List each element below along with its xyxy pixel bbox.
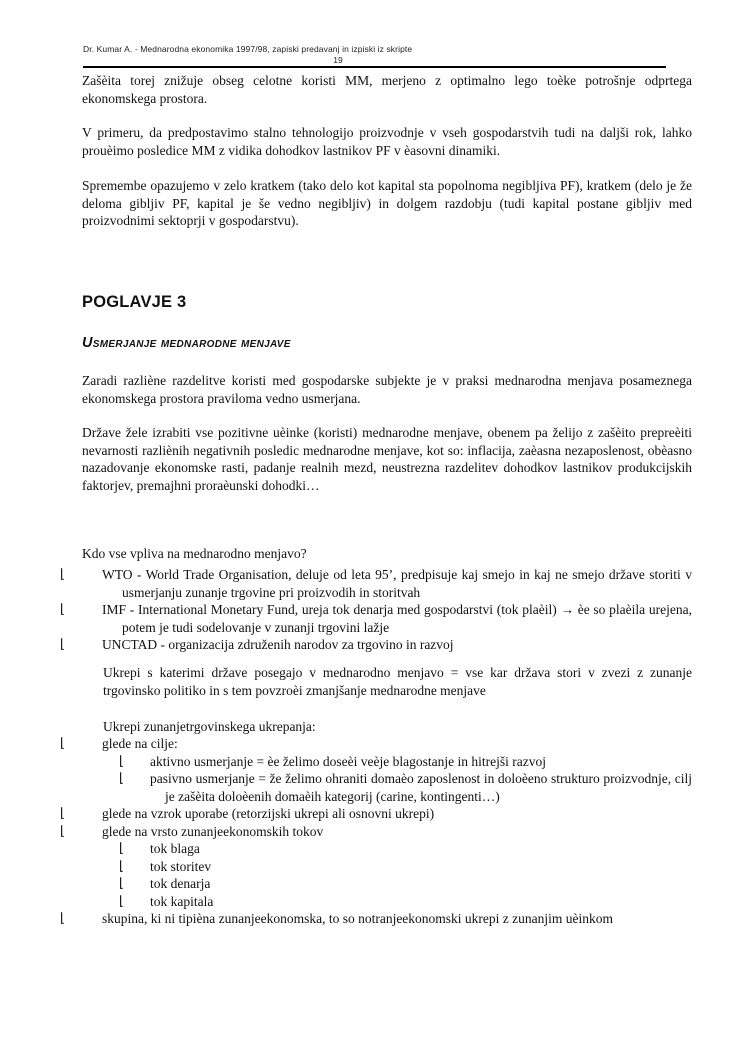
list-item-text: glede na vrsto zunanjeekonomskih tokov	[102, 823, 324, 839]
list-item-unctad: ⌊ UNCTAD - organizacija združenih narodov za trgovino in razvoj	[60, 637, 454, 652]
list-item-text: tok denarja	[150, 876, 211, 891]
list-item-goods-flow: ⌊ tok blaga	[119, 841, 200, 856]
header-title: Dr. Kumar A. - Mednarodna ekonomika 1997/98, zapiski predavanj in izpiski iz skripte	[83, 44, 413, 54]
header-rule	[83, 66, 666, 68]
chapter-heading: POGLAVJE 3	[82, 293, 187, 311]
list-item-goals: ⌊ glede na cilje:	[60, 736, 178, 751]
paragraph-technology-assumption: V primeru, da predpostavimo stalno tehnologijo proizvodnje v vseh gospodarstvih tudi na daljši rok, lahko prouèimo posledice MM z vidika dohodkov lastnikov PF v èasovni dinamiki.	[82, 125, 692, 158]
list-item-imf: ⌊ IMF - International Monetary Fund, ureja tok denarja med gospodarstvi (tok plaèil) → èe so plaèila urejena, potem je tudi sodelovanje v zunanji trgovini lažje	[60, 602, 692, 635]
list-item-money-flow: ⌊ tok denarja	[119, 876, 211, 891]
list-item-active-steering: ⌊ aktivno usmerjanje = èe želimo doseèi veèje blagostanje in hitrejši razvoj	[119, 753, 546, 769]
list-item-text: skupina, ki ni tipièna zunanjeekonomska, to so notranjeekonomski ukrepi z zunanjim uèinkom	[102, 911, 614, 926]
list-item-text: pasivno usmerjanje = že želimo ohraniti domaèo zaposlenost in doloèeno strukturo proizvodnje, cilj je zašèita doloèenih domaèih kategorij (carine, kontingenti…)	[150, 771, 692, 804]
paragraph-time-horizons: Spremembe opazujemo v zelo kratkem (tako delo kot kapital sta popolnoma negibljiva PF), kratkem (delo je že deloma gibljiv PF, kapital je še vedno negibljiv) in dolgem razdobju (tudi kapital postane gibljiv med proizvodnimi sektoprji v gospodarstvu).	[82, 178, 692, 228]
paragraph-measures-definition: Ukrepi s katerimi države posegajo v mednarodno menjavo = vse kar država stori v zvezi z zunanje trgovinsko politiko in s tem povzroèi zmanjšanje mednarodne menjave	[103, 665, 692, 698]
list-item-text: tok blaga	[150, 841, 200, 856]
list-item-capital-flow: ⌊ tok kapitala	[119, 893, 214, 909]
list-item-text: tok kapitala	[150, 893, 214, 909]
list-item-text: glede na cilje:	[102, 736, 178, 751]
chapter-subheading: Usmerjanje mednarodne menjave	[82, 335, 291, 351]
measures-list	[60, 735, 692, 928]
list-item-passive-steering: ⌊ pasivno usmerjanje = že želimo ohraniti domaèo zaposlenost in doloèeno strukturo proizvodnje, cilj je zašèita doloèenih domaèih kategorij (carine, kontingenti…)	[119, 771, 692, 804]
paragraph-benefit-distribution: Zaradi razliène razdelitve koristi med gospodarske subjekte je v praksi mednarodna menjava posameznega ekonomskega prostora praviloma vedno usmerjana.	[82, 373, 692, 406]
list-item-text: WTO - World Trade Organisation, deluje od leta 95’, predpisuje kaj smejo in kaj ne smejo države storiti v usmerjanju zunanje trgovine pri proizvodih in storitvah	[102, 567, 692, 600]
question-who-influences: Kdo vse vpliva na mednarodno menjavo?	[82, 546, 307, 561]
paragraph-positive-negative-effects: Države žele izrabiti vse pozitivne uèinke (koristi) mednarodne menjave, obenem pa želijo z zašèito prepreèiti nevarnosti razliènih negativnih posledic mednarodne menjave, kot so: inflacija, zaèasna nezaposlenost, obèasno nazadovanje ekonomske rasti, padanje realnih mezd, neustrezna razdelitev dohodkov lastnikov produkcijskih faktorjev, premajhni proraèunski dohodki…	[82, 425, 692, 493]
list-item-wto: ⌊ WTO - World Trade Organisation, deluje od leta 95’, predpisuje kaj smejo in kaj ne smejo države storiti v usmerjanju zunanje trgovine pri proizvodih in storitvah	[60, 567, 692, 600]
list-item-services-flow: ⌊ tok storitev	[119, 858, 212, 874]
organizations-list	[60, 566, 692, 654]
list-item-text: tok storitev	[150, 858, 212, 874]
paragraph-protection-effect: Zašèita torej znižuje obseg celotne koristi MM, merjeno z optimalno lego toèke potrošnje odprtega ekonomskega prostora.	[82, 73, 692, 106]
list-item-usage-cause: ⌊ glede na vzrok uporabe (retorzijski ukrepi ali osnovni ukrepi)	[60, 806, 435, 821]
list-item-text: glede na vzrok uporabe (retorzijski ukrepi ali osnovni ukrepi)	[102, 806, 435, 821]
list-item-text: UNCTAD - organizacija združenih narodov za trgovino in razvoj	[102, 637, 454, 652]
list-item-internal-measures: ⌊ skupina, ki ni tipièna zunanjeekonomska, to so notranjeekonomski ukrepi z zunanjim uèinkom	[60, 911, 614, 926]
page-number: 19	[333, 55, 343, 65]
list-item-text: aktivno usmerjanje = èe želimo doseèi veèje blagostanje in hitrejši razvoj	[150, 753, 546, 769]
list-item-text: IMF - International Monetary Fund, ureja tok denarja med gospodarstvi (tok plaèil) → èe so plaèila urejena, potem je tudi sodelovanje v zunanji trgovini lažje	[102, 602, 692, 635]
list-item-flow-types: ⌊ glede na vrsto zunanjeekonomskih tokov	[60, 823, 324, 839]
measures-list-intro: Ukrepi zunanjetrgovinskega ukrepanja:	[103, 719, 316, 734]
